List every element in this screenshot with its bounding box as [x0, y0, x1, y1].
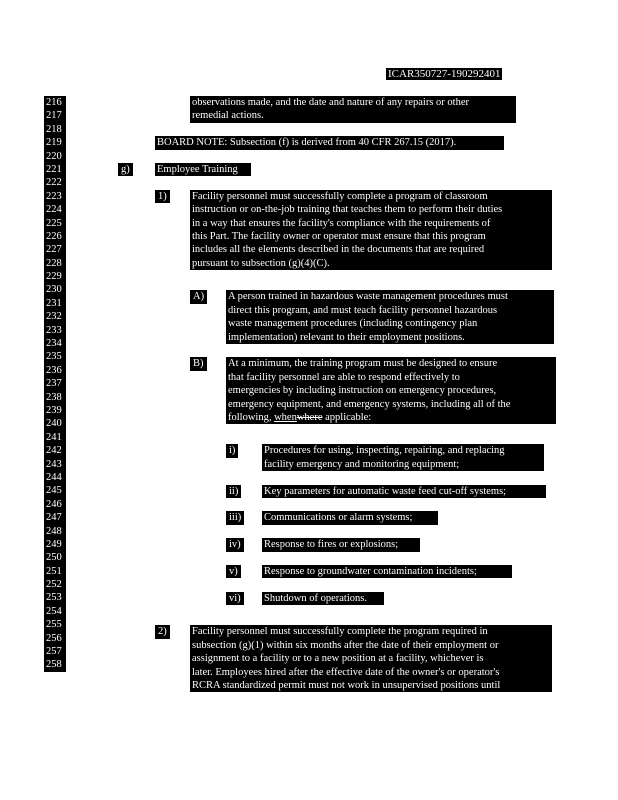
line-number: 246 [46, 498, 62, 510]
text-line: direct this program, and must teach facility personnel hazardous [228, 304, 498, 316]
continued-paragraph [190, 96, 516, 123]
line-number: 233 [46, 324, 62, 336]
text-line: Facility personnel must successfully complete a program of classroom [192, 190, 488, 202]
line-number: 231 [46, 297, 62, 309]
text-line: Response to fires or explosions; [264, 539, 399, 551]
text-line: At a minimum, the training program must be designed to ensure [228, 358, 498, 370]
text-line: remedial actions. [192, 110, 264, 122]
text-line: this Part. The facility owner or operator must ensure that this program [192, 231, 486, 243]
line-number-column [44, 96, 66, 672]
section-g-marker: g) [118, 163, 133, 176]
text-line: that facility personnel are able to respond effectively to [228, 371, 460, 383]
board-note: BOARD NOTE: Subsection (f) is derived from 40 CFR 267.15 (2017). [155, 136, 504, 149]
line-number: 252 [46, 579, 62, 591]
item-a-marker: A) [190, 290, 207, 303]
item-1-marker: 1) [155, 190, 170, 203]
inserted-text: when [274, 411, 297, 423]
text-line: RCRA standardized permit must not work in unsupervised positions until [192, 680, 501, 692]
line-number: 255 [46, 619, 62, 631]
item-2-marker: 2) [155, 625, 170, 638]
text-line: instruction or on-the-job training that teaches them to perform their duties [192, 204, 503, 216]
text-line: Facility personnel must successfully complete the program required in [192, 626, 488, 638]
item-b-paragraph [226, 357, 556, 424]
line-number: 251 [46, 565, 62, 577]
text-line: Communications or alarm systems; [264, 512, 413, 524]
line-number: 219 [46, 137, 62, 149]
text-line: assignment to a facility or to a new position at a facility, whichever is [192, 653, 484, 665]
line-number: 220 [46, 150, 62, 162]
text-line: pursuant to subsection (g)(4)(C). [192, 257, 330, 269]
line-number: 232 [46, 311, 62, 323]
line-number: 234 [46, 338, 62, 350]
subitem-i-marker: i) [226, 444, 238, 457]
line-number: 256 [46, 632, 62, 644]
line-number: 240 [46, 418, 62, 430]
subitem-i-paragraph [262, 444, 544, 471]
text-line: subsection (g)(1) within six months after the date of their employment or [192, 639, 499, 651]
line-number: 258 [46, 659, 62, 671]
deleted-text: where [296, 411, 323, 423]
text-line: later. Employees hired after the effective date of the owner's or operator's [192, 666, 500, 678]
line-number: 237 [46, 378, 62, 390]
line-number: 224 [46, 204, 62, 216]
item-1-paragraph [190, 190, 552, 270]
subitem-v-marker: v) [226, 565, 241, 578]
line-number: 243 [46, 458, 62, 470]
text-line: emergency equipment, and emergency systems, including all of the [228, 398, 511, 410]
section-g-title: Employee Training [155, 163, 251, 176]
subitem-iii-paragraph [262, 511, 438, 524]
subitem-ii-marker: ii) [226, 485, 241, 498]
line-number: 244 [46, 471, 62, 483]
line-number: 250 [46, 552, 62, 564]
text-line: observations made, and the date and nature of any repairs or other [192, 97, 469, 108]
line-number: 218 [46, 123, 62, 135]
text-line: facility emergency and monitoring equipment; [264, 458, 460, 470]
text-line: implementation) relevant to their employment positions. [228, 331, 465, 343]
line-number: 222 [46, 177, 62, 189]
text-line: in a way that ensures the facility's compliance with the requirements of [192, 217, 491, 229]
line-number: 236 [46, 364, 62, 376]
line-number: 242 [46, 445, 62, 457]
subitem-v-paragraph [262, 565, 512, 578]
line-number: 223 [46, 190, 62, 202]
text-line: Key parameters for automatic waste feed cut-off systems; [264, 485, 507, 497]
text-line: waste management procedures (including contingency plan [228, 318, 478, 330]
item-a-paragraph [226, 290, 554, 344]
line-number: 226 [46, 230, 62, 242]
text-line: Shutdown of operations. [264, 592, 367, 604]
text-line: A person trained in hazardous waste management procedures must [228, 291, 508, 303]
line-number: 249 [46, 538, 62, 550]
line-number: 217 [46, 110, 62, 122]
line-number: 245 [46, 485, 62, 497]
line-number: 225 [46, 217, 62, 229]
line-number: 253 [46, 592, 62, 604]
line-number: 254 [46, 605, 62, 617]
item-2-paragraph [190, 625, 552, 692]
text-line: Response to groundwater contamination incidents; [264, 566, 477, 577]
line-number: 241 [46, 431, 62, 443]
subitem-iv-paragraph [262, 538, 420, 551]
line-number: 248 [46, 525, 62, 537]
subitem-ii-paragraph [262, 485, 546, 498]
line-number: 221 [46, 163, 62, 175]
line-number: 257 [46, 646, 62, 658]
line-number: 227 [46, 244, 62, 256]
line-number: 235 [46, 351, 62, 363]
line-number: 216 [46, 97, 62, 108]
subitem-vi-paragraph [262, 592, 384, 605]
text-line: includes all the elements described in the documents that are required [192, 244, 485, 256]
line-number: 229 [46, 271, 62, 283]
item-b-marker: B) [190, 357, 207, 370]
document-id: ICAR350727-190292401 [388, 68, 501, 80]
line-number: 230 [46, 284, 62, 296]
line-number: 247 [46, 512, 62, 524]
text-line: emergencies by including instruction on emergency procedures, [228, 385, 497, 397]
line-number: 239 [46, 404, 62, 416]
text-line: Procedures for using, inspecting, repairing, and replacing [264, 445, 505, 457]
subitem-iv-marker: iv) [226, 538, 244, 551]
subitem-iii-marker: iii) [226, 511, 244, 524]
line-number: 238 [46, 391, 62, 403]
line-number: 228 [46, 257, 62, 269]
subitem-vi-marker: vi) [226, 592, 244, 605]
text-line: following, whenwhere applicable: [228, 411, 372, 423]
